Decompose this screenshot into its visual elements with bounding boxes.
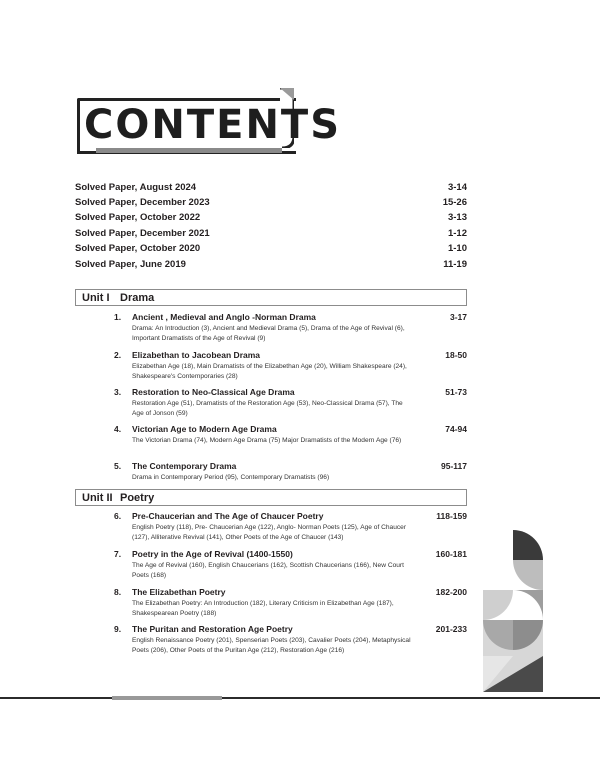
chapter-entry[interactable] <box>114 587 467 621</box>
chapter-title: The Contemporary Drama <box>132 461 237 471</box>
chapter-number: 3. <box>114 387 122 397</box>
solved-paper-label: Solved Paper, August 2024 <box>75 182 197 193</box>
chapter-topics: Drama in Contemporary Period (95), Contemporary Dramatists (96) <box>132 474 330 481</box>
solved-paper-pages: 11-19 <box>443 259 467 270</box>
page-title: CONTENTS <box>84 102 342 148</box>
chapter-title: The Puritan and Restoration Age Poetry <box>132 624 293 634</box>
chapter-pages: 74-94 <box>445 424 467 434</box>
chapter-entry[interactable] <box>114 424 467 458</box>
solved-paper-row[interactable] <box>75 210 467 226</box>
chapter-topics: Elizabethan Age (18), Main Dramatists of the Elizabethan Age (20), William Shakespeare (24), Shakespeare's Contemporaries (28) <box>132 363 407 380</box>
solved-paper-row[interactable] <box>75 257 467 273</box>
chapter-entry[interactable] <box>114 511 467 545</box>
chapter-number: 2. <box>114 350 122 360</box>
chapter-topics: The Victorian Drama (74), Modern Age Drama (75) Major Dramatists of the Modern Age (76) <box>132 437 402 444</box>
unit-name: Poetry <box>120 492 155 504</box>
solved-paper-label: Solved Paper, June 2019 <box>75 259 186 270</box>
chapter-entry[interactable] <box>114 350 467 384</box>
chapter-topics: Drama: An Introduction (3), Ancient and Medieval Drama (5), Drama of the Age of Revival (6), Important Dramatists of the Age of Revival (9) <box>132 325 405 342</box>
chapter-number: 1. <box>114 312 122 322</box>
chapter-number: 6. <box>114 511 122 521</box>
chapter-number: 7. <box>114 549 122 559</box>
chapter-entry[interactable] <box>114 312 467 346</box>
solved-paper-label: Solved Paper, October 2020 <box>75 243 201 254</box>
solved-paper-label: Solved Paper, October 2022 <box>75 212 201 223</box>
solved-paper-pages: 1-10 <box>447 243 467 254</box>
unit-heading <box>75 489 467 506</box>
chapter-number: 4. <box>114 424 122 434</box>
chapter-pages: 182-200 <box>435 587 467 597</box>
solved-paper-label: Solved Paper, December 2023 <box>75 197 210 208</box>
chapter-title: Restoration to Neo-Classical Age Drama <box>132 387 295 397</box>
unit-heading <box>75 289 467 306</box>
chapter-pages: 95-117 <box>441 461 467 471</box>
solved-paper-pages: 3-13 <box>447 212 467 223</box>
chapter-topics: The Elizabethan Poetry: An Introduction (182), Literary Criticism in Elizabethan Age (187), Shakespearean Poetry (188) <box>132 600 394 617</box>
chapter-entry[interactable] <box>114 549 467 583</box>
unit-number: Unit II <box>82 492 113 504</box>
solved-paper-row[interactable] <box>75 195 467 211</box>
solved-paper-pages: 15-26 <box>442 197 467 208</box>
solved-paper-row[interactable] <box>75 180 467 196</box>
chapter-title: Victorian Age to Modern Age Drama <box>132 424 277 434</box>
chapter-title: Poetry in the Age of Revival (1400-1550) <box>132 549 293 559</box>
footer-rule <box>0 697 600 699</box>
chapter-title: Ancient , Medieval and Anglo -Norman Drama <box>132 312 316 322</box>
solved-paper-label: Solved Paper, December 2021 <box>75 228 210 239</box>
chapter-number: 8. <box>114 587 122 597</box>
chapter-pages: 160-181 <box>435 549 467 559</box>
chapter-number: 9. <box>114 624 122 634</box>
chapter-title: Pre-Chaucerian and The Age of Chaucer Poetry <box>132 511 324 521</box>
footer-accent-bar <box>112 696 222 700</box>
chapter-topics: Restoration Age (51), Dramatists of the Restoration Age (53), Neo-Classical Drama (57), The Age of Jonson (59) <box>132 400 403 417</box>
chapter-title: Elizabethan to Jacobean Drama <box>132 350 261 360</box>
chapter-entry[interactable] <box>114 387 467 421</box>
chapter-topics: English Renaissance Poetry (201), Spenserian Poets (203), Cavalier Poets (204), Metaphysical Poets (206), Other Poets of the Puritan Age (212), Restoration Age (216) <box>132 637 411 654</box>
chapter-topics: English Poetry (118), Pre- Chaucerian Age (122), Anglo- Norman Poets (125), Age of Chaucer (127), Alliterative Revival (141), Other Poets of the Age of Chaucer (143) <box>132 524 407 541</box>
chapter-entry[interactable] <box>114 624 467 658</box>
chapter-title: The Elizabethan Poetry <box>132 587 226 597</box>
chapter-pages: 201-233 <box>435 624 467 634</box>
decorative-shapes <box>483 530 543 692</box>
chapter-entry[interactable] <box>114 461 467 485</box>
chapter-number: 5. <box>114 461 122 471</box>
title-underline <box>96 148 282 153</box>
solved-paper-row[interactable] <box>75 241 467 257</box>
chapter-pages: 51-73 <box>445 387 467 397</box>
chapter-topics: The Age of Revival (160), English Chaucerians (162), Scottish Chaucerians (166), New Court Poets (168) <box>132 562 404 579</box>
chapter-pages: 18-50 <box>445 350 467 360</box>
solved-paper-pages: 3-14 <box>447 182 467 193</box>
solved-paper-pages: 1-12 <box>447 228 467 239</box>
solved-paper-row[interactable] <box>75 226 467 242</box>
chapter-pages: 3-17 <box>449 312 467 322</box>
unit-number: Unit I <box>82 292 110 304</box>
unit-name: Drama <box>120 292 155 304</box>
chapter-pages: 118-159 <box>436 511 467 521</box>
